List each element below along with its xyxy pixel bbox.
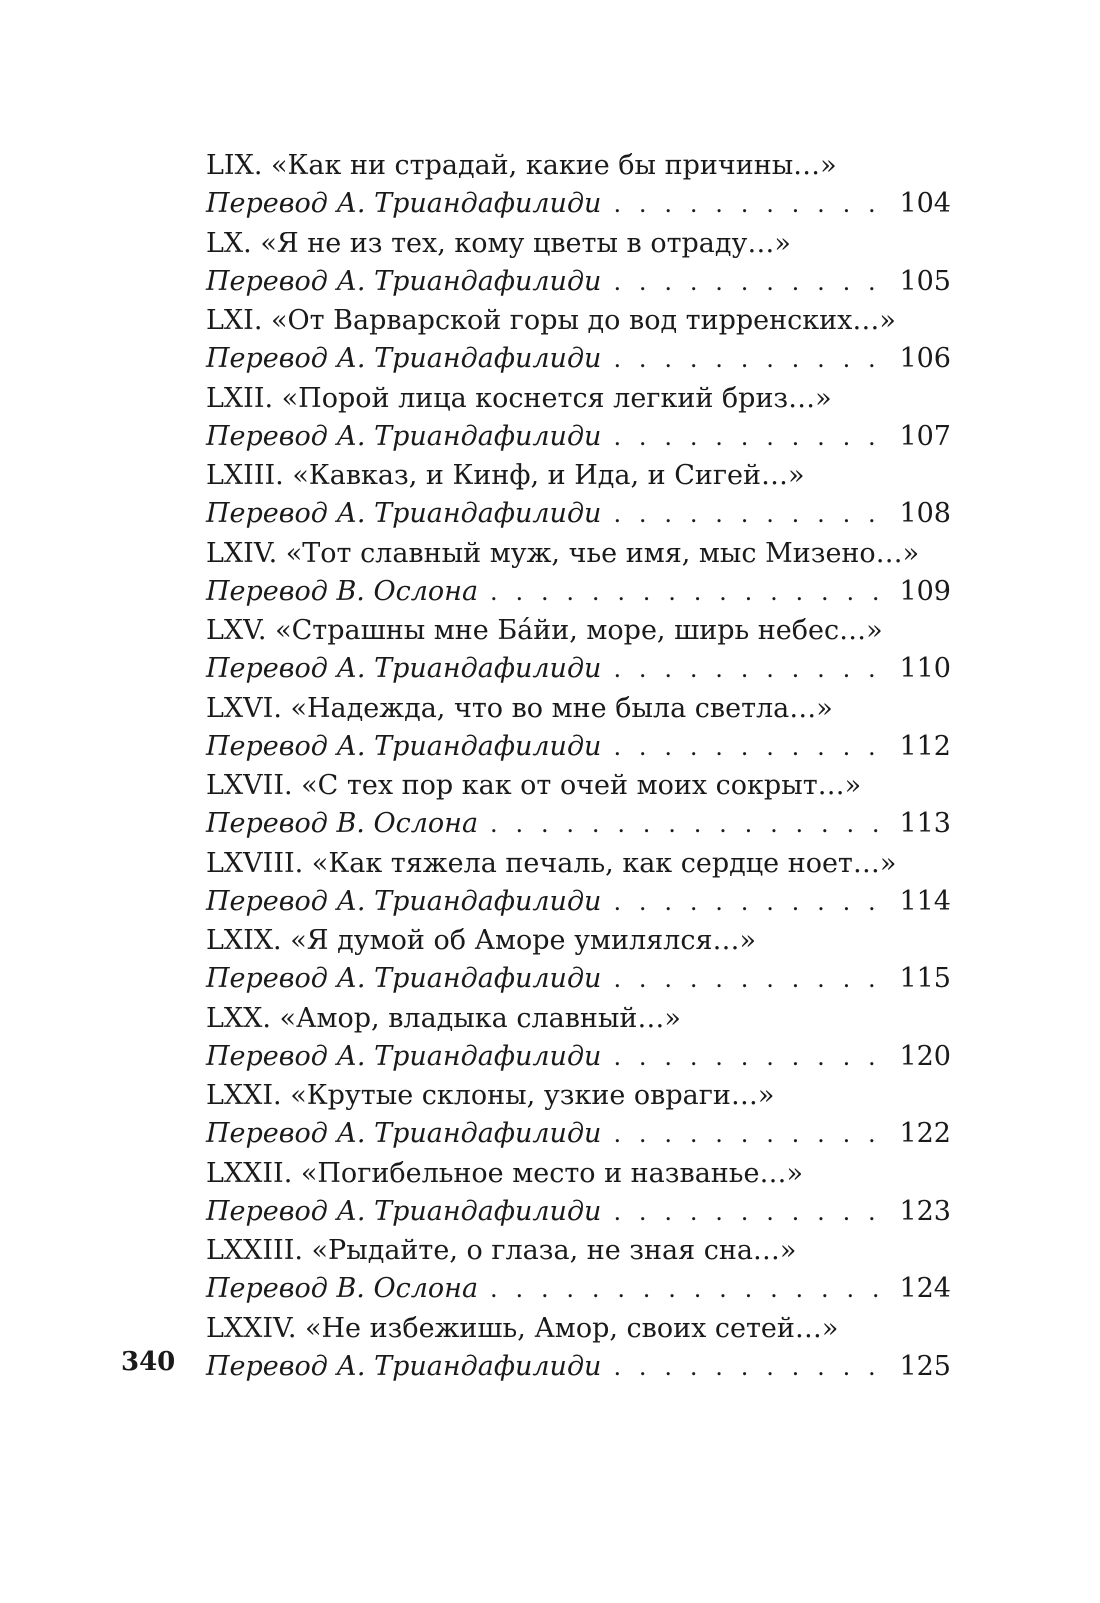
entry-translator-line <box>206 960 951 1000</box>
dot-leader <box>613 263 889 301</box>
table-of-contents <box>206 148 951 1388</box>
entry-title: LXI. «От Варварской горы до вод тирренских…» <box>206 305 896 336</box>
page-folio-number: 340 <box>121 1347 176 1377</box>
dot-leader <box>613 495 889 533</box>
entry-title: LXXIV. «Не избежишь, Амор, своих сетей…» <box>206 1312 839 1344</box>
entry-translator: Перевод А. Триандафилиди <box>206 420 602 452</box>
toc-entry <box>206 691 951 769</box>
entry-translator-line <box>206 185 951 225</box>
entry-title: LXV. «Страшны мне Ба́йи, море, ширь небес…» <box>206 615 883 646</box>
entry-page-number: 125 <box>899 1350 951 1382</box>
toc-entry <box>206 1001 951 1079</box>
dot-leader <box>613 1193 889 1231</box>
entry-title: LXXI. «Крутые склоны, узкие овраги…» <box>206 1080 775 1111</box>
entry-translator: Перевод А. Триандафилиди <box>206 885 602 917</box>
entry-page-number: 104 <box>899 188 951 219</box>
entry-translator: Перевод В. Ослона <box>206 808 479 839</box>
entry-title: LXVII. «С тех пор как от очей моих сокрыт…» <box>206 770 862 801</box>
toc-entry <box>206 458 951 536</box>
entry-page-number: 106 <box>899 343 951 374</box>
entry-page-number: 113 <box>899 808 951 839</box>
toc-entry <box>206 1311 951 1389</box>
entry-page-number: 105 <box>899 265 951 297</box>
entry-title: LXIV. «Тот славный муж, чье имя, мыс Мизено…» <box>206 537 920 569</box>
dot-leader <box>490 573 889 611</box>
entry-translator: Перевод В. Ослона <box>206 1273 479 1304</box>
entry-translator-line <box>206 1348 951 1388</box>
entry-translator-line <box>206 728 951 768</box>
entry-title: LXVI. «Надежда, что во мне была светла…» <box>206 692 833 724</box>
entry-title: LXIII. «Кавказ, и Кинф, и Ида, и Сигей…» <box>206 460 805 491</box>
entry-title: LXXII. «Погибельное место и названье…» <box>206 1157 803 1189</box>
entry-translator-line <box>206 1038 951 1078</box>
dot-leader <box>613 1348 889 1386</box>
entry-translator-line <box>206 1270 951 1310</box>
entry-page-number: 110 <box>899 653 951 684</box>
dot-leader <box>613 960 889 998</box>
dot-leader <box>613 883 889 921</box>
entry-title: LXII. «Порой лица коснется легкий бриз…» <box>206 382 832 414</box>
entry-translator: Перевод А. Триандафилиди <box>206 188 602 219</box>
entry-translator-line <box>206 1193 951 1233</box>
entry-page-number: 108 <box>899 498 951 529</box>
entry-page-number: 123 <box>899 1195 951 1227</box>
toc-entry <box>206 381 951 459</box>
entry-title: LIX. «Как ни страдай, какие бы причины…» <box>206 150 837 181</box>
toc-entry <box>206 303 951 381</box>
entry-translator-line <box>206 263 951 303</box>
toc-entry <box>206 1233 951 1311</box>
dot-leader <box>613 650 889 688</box>
entry-page-number: 107 <box>899 420 951 452</box>
dot-leader <box>613 340 889 378</box>
entry-translator-line <box>206 883 951 923</box>
entry-translator: Перевод А. Триандафилиди <box>206 730 602 762</box>
entry-translator-line <box>206 340 951 380</box>
entry-translator-line <box>206 573 951 613</box>
dot-leader <box>613 418 889 456</box>
entry-page-number: 114 <box>899 885 951 917</box>
entry-translator-line <box>206 495 951 535</box>
entry-translator: Перевод А. Триандафилиди <box>206 963 602 994</box>
toc-entry <box>206 846 951 924</box>
toc-entry <box>206 1078 951 1156</box>
dot-leader <box>613 1115 889 1153</box>
entry-translator: Перевод А. Триандафилиди <box>206 343 602 374</box>
dot-leader <box>490 1270 889 1308</box>
entry-translator: Перевод А. Триандафилиди <box>206 1350 602 1382</box>
toc-entry <box>206 768 951 846</box>
entry-translator: Перевод А. Триандафилиди <box>206 1040 602 1072</box>
entry-translator-line <box>206 650 951 690</box>
entry-title: LXX. «Амор, владыка славный…» <box>206 1002 681 1034</box>
entry-translator-line <box>206 418 951 458</box>
entry-translator: Перевод А. Триандафилиди <box>206 1118 602 1149</box>
entry-page-number: 115 <box>899 963 951 994</box>
entry-page-number: 122 <box>899 1118 951 1149</box>
toc-entry <box>206 536 951 614</box>
entry-translator: Перевод А. Триандафилиди <box>206 498 602 529</box>
dot-leader <box>613 1038 889 1076</box>
toc-entry <box>206 1156 951 1234</box>
toc-entry <box>206 226 951 304</box>
entry-page-number: 112 <box>899 730 951 762</box>
entry-translator: Перевод А. Триандафилиди <box>206 265 602 297</box>
entry-title: LXXIII. «Рыдайте, о глаза, не зная сна…» <box>206 1235 797 1266</box>
dot-leader <box>613 185 889 223</box>
toc-entry <box>206 148 951 226</box>
entry-page-number: 109 <box>899 575 951 607</box>
entry-translator: Перевод В. Ослона <box>206 575 479 607</box>
entry-translator-line <box>206 805 951 845</box>
entry-translator: Перевод А. Триандафилиди <box>206 1195 602 1227</box>
dot-leader <box>490 805 889 843</box>
entry-title: LXIX. «Я думой об Аморе умилялся…» <box>206 925 756 956</box>
dot-leader <box>613 728 889 766</box>
entry-page-number: 120 <box>899 1040 951 1072</box>
entry-translator-line <box>206 1115 951 1155</box>
entry-translator: Перевод А. Триандафилиди <box>206 653 602 684</box>
entry-title: LXVIII. «Как тяжела печаль, как сердце ноет…» <box>206 847 897 879</box>
entry-title: LX. «Я не из тех, кому цветы в отраду…» <box>206 227 791 259</box>
toc-entry <box>206 923 951 1001</box>
toc-entry <box>206 613 951 691</box>
entry-page-number: 124 <box>899 1273 951 1304</box>
